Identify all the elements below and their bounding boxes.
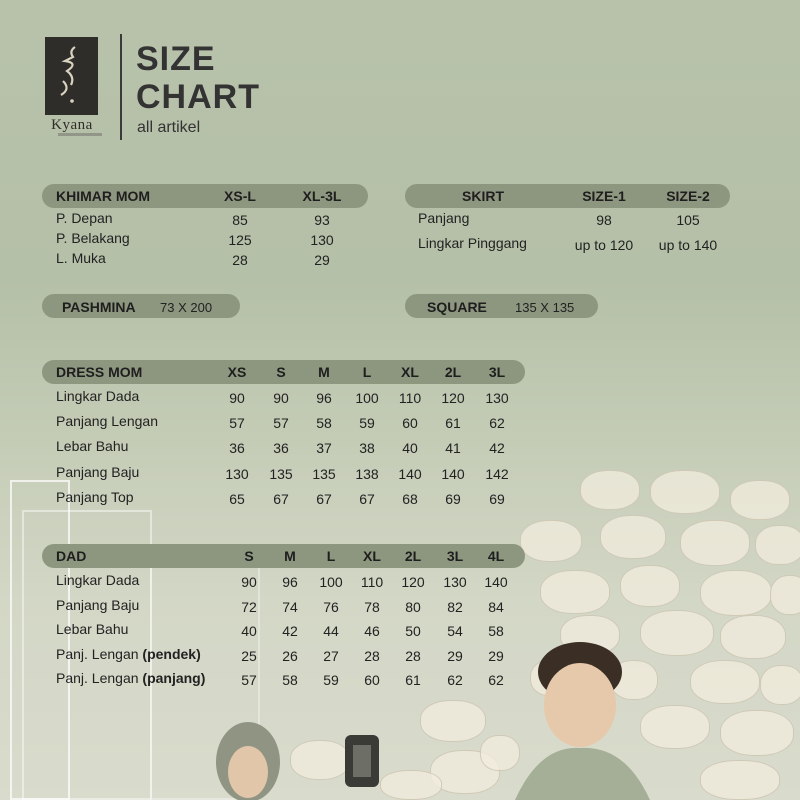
page-title-line2: CHART bbox=[136, 78, 260, 116]
khimar-cell: 125 bbox=[228, 232, 252, 248]
dad-cell: 82 bbox=[447, 599, 463, 615]
khimar-col-header: XS-L bbox=[224, 188, 256, 204]
dress-col-header: XS bbox=[227, 364, 247, 380]
stone bbox=[730, 480, 790, 520]
dress-row-label bbox=[56, 438, 128, 454]
dress-cell: 140 bbox=[441, 466, 465, 482]
skirt-cell: up to 120 bbox=[574, 237, 634, 253]
dress-cell: 37 bbox=[316, 440, 332, 456]
dress-cell: 67 bbox=[316, 491, 332, 507]
dress-row-label bbox=[56, 413, 158, 429]
dress-cell: 90 bbox=[273, 390, 289, 406]
skirt-col-header: SIZE-1 bbox=[582, 188, 626, 204]
dress-cell: 67 bbox=[359, 491, 375, 507]
dress-cell: 36 bbox=[273, 440, 289, 456]
dress-title: DRESS MOM bbox=[56, 364, 143, 380]
dress-cell: 58 bbox=[316, 415, 332, 431]
dad-cell: 96 bbox=[282, 574, 298, 590]
dad-row-label-text: Panj. Lengan bbox=[56, 670, 143, 686]
dad-cell: 25 bbox=[241, 648, 257, 664]
skirt-cell: 105 bbox=[676, 212, 700, 228]
stone bbox=[770, 575, 800, 615]
dress-cell: 142 bbox=[485, 466, 509, 482]
dad-cell: 120 bbox=[401, 574, 425, 590]
dad-cell: 62 bbox=[488, 672, 504, 688]
dress-row-label-text: Lebar Bahu bbox=[56, 438, 129, 454]
dress-cell: 62 bbox=[489, 415, 505, 431]
dress-cell: 42 bbox=[489, 440, 505, 456]
dad-row-label bbox=[56, 572, 139, 588]
dad-cell: 84 bbox=[488, 599, 504, 615]
dress-col-header: 2L bbox=[444, 364, 462, 380]
header-divider bbox=[120, 34, 122, 140]
stone bbox=[600, 515, 666, 559]
dress-cell: 135 bbox=[312, 466, 336, 482]
dress-row-label bbox=[56, 388, 139, 404]
stone bbox=[540, 570, 610, 614]
dress-cell: 57 bbox=[273, 415, 289, 431]
dad-col-header: 2L bbox=[404, 548, 422, 564]
stone bbox=[520, 520, 582, 562]
dad-cell: 57 bbox=[241, 672, 257, 688]
dad-row-label-text: Panj. Lengan bbox=[56, 646, 143, 662]
dress-cell: 100 bbox=[355, 390, 379, 406]
dad-col-header: XL bbox=[363, 548, 381, 564]
dress-cell: 69 bbox=[489, 491, 505, 507]
stone bbox=[755, 525, 800, 565]
stone bbox=[700, 570, 772, 616]
skirt-cell: up to 140 bbox=[658, 237, 718, 253]
dress-row-label-text: Lingkar Dada bbox=[56, 388, 140, 404]
dad-cell: 28 bbox=[405, 648, 421, 664]
dad-row-label-qualifier: (pendek) bbox=[142, 646, 201, 662]
dad-row-label bbox=[56, 670, 205, 686]
page-subtitle: all artikel bbox=[137, 119, 201, 136]
dad-cell: 61 bbox=[405, 672, 421, 688]
dress-cell: 67 bbox=[273, 491, 289, 507]
brand-logo bbox=[45, 37, 98, 115]
pashmina-title: PASHMINA bbox=[62, 299, 136, 315]
dad-cell: 28 bbox=[364, 648, 380, 664]
dad-cell: 74 bbox=[282, 599, 298, 615]
skirt-cell: 98 bbox=[596, 212, 612, 228]
dress-cell: 36 bbox=[229, 440, 245, 456]
stone bbox=[720, 710, 794, 756]
brand-tagline bbox=[58, 133, 102, 136]
dad-title: DAD bbox=[56, 548, 87, 564]
skirt-row-label: Panjang bbox=[418, 210, 470, 226]
dress-row-label bbox=[56, 464, 139, 480]
dad-cell: 58 bbox=[488, 623, 504, 639]
square-title: SQUARE bbox=[427, 299, 487, 315]
dress-cell: 120 bbox=[441, 390, 465, 406]
dad-col-header: 3L bbox=[446, 548, 464, 564]
dad-cell: 110 bbox=[360, 574, 384, 590]
dress-row-label-text: Panjang Lengan bbox=[56, 413, 158, 429]
dress-row-label-text: Panjang Baju bbox=[56, 464, 140, 480]
dress-cell: 90 bbox=[229, 390, 245, 406]
dad-row-label-text: Lebar Bahu bbox=[56, 621, 129, 637]
dad-cell: 58 bbox=[282, 672, 298, 688]
stone bbox=[530, 660, 570, 696]
dress-cell: 38 bbox=[359, 440, 375, 456]
dad-col-header: M bbox=[284, 548, 296, 564]
dress-cell: 140 bbox=[398, 466, 422, 482]
stone bbox=[560, 615, 620, 655]
dad-cell: 26 bbox=[282, 648, 298, 664]
dress-col-header: M bbox=[318, 364, 330, 380]
dad-col-header: L bbox=[326, 548, 336, 564]
dress-cell: 57 bbox=[229, 415, 245, 431]
dad-cell: 100 bbox=[319, 574, 343, 590]
stone bbox=[380, 770, 442, 800]
khimar-cell: 28 bbox=[232, 252, 248, 268]
stone bbox=[700, 760, 780, 800]
dad-col-header: 4L bbox=[487, 548, 505, 564]
dad-cell: 46 bbox=[364, 623, 380, 639]
khimar-col-header: XL-3L bbox=[302, 188, 342, 204]
khimar-title: KHIMAR MOM bbox=[56, 188, 151, 204]
dress-cell: 41 bbox=[445, 440, 461, 456]
dad-row-label-qualifier: (panjang) bbox=[142, 670, 206, 686]
dress-cell: 110 bbox=[398, 390, 422, 406]
khimar-cell: 29 bbox=[314, 252, 330, 268]
khimar-row-label: P. Depan bbox=[56, 210, 113, 226]
dress-col-header: 3L bbox=[488, 364, 506, 380]
dress-cell: 69 bbox=[445, 491, 461, 507]
dress-cell: 130 bbox=[485, 390, 509, 406]
dad-cell: 29 bbox=[488, 648, 504, 664]
skirt-row-label: Lingkar Pinggang bbox=[418, 235, 527, 251]
dad-cell: 78 bbox=[364, 599, 380, 615]
dad-cell: 59 bbox=[323, 672, 339, 688]
stone bbox=[430, 750, 500, 794]
dress-row-label-text: Panjang Top bbox=[56, 489, 134, 505]
stone bbox=[620, 565, 680, 607]
stone bbox=[640, 610, 714, 656]
dad-row-label bbox=[56, 621, 128, 637]
dress-cell: 59 bbox=[359, 415, 375, 431]
dad-cell: 140 bbox=[484, 574, 508, 590]
dress-cell: 135 bbox=[269, 466, 293, 482]
dress-cell: 96 bbox=[316, 390, 332, 406]
dress-cell: 138 bbox=[355, 466, 379, 482]
khimar-cell: 93 bbox=[314, 212, 330, 228]
stone bbox=[690, 660, 760, 704]
square-size: 135 X 135 bbox=[515, 300, 575, 315]
skirt-title: SKIRT bbox=[462, 188, 504, 204]
stone bbox=[680, 520, 750, 566]
dad-cell: 80 bbox=[405, 599, 421, 615]
khimar-row-label: L. Muka bbox=[56, 250, 106, 266]
dress-col-header: S bbox=[276, 364, 286, 380]
stone bbox=[640, 705, 710, 749]
dress-row-label bbox=[56, 489, 134, 505]
dad-cell: 90 bbox=[241, 574, 257, 590]
brand-name: Kyana bbox=[51, 117, 93, 133]
dad-cell: 44 bbox=[323, 623, 339, 639]
dad-row-label bbox=[56, 597, 139, 613]
dress-cell: 68 bbox=[402, 491, 418, 507]
pashmina-size: 73 X 200 bbox=[160, 300, 213, 315]
dress-cell: 130 bbox=[225, 466, 249, 482]
stone bbox=[580, 470, 640, 510]
dad-cell: 27 bbox=[323, 648, 339, 664]
dad-row-label-text: Lingkar Dada bbox=[56, 572, 140, 588]
dress-col-header: XL bbox=[401, 364, 419, 380]
dad-cell: 50 bbox=[405, 623, 421, 639]
dad-cell: 42 bbox=[282, 623, 298, 639]
page-title-line1: SIZE bbox=[136, 40, 216, 78]
dress-cell: 65 bbox=[229, 491, 245, 507]
dad-row-label bbox=[56, 646, 201, 662]
stone bbox=[720, 615, 786, 659]
dress-cell: 60 bbox=[402, 415, 418, 431]
dad-cell: 72 bbox=[241, 599, 257, 615]
skirt-col-header: SIZE-2 bbox=[666, 188, 710, 204]
stone bbox=[610, 660, 658, 700]
stone bbox=[290, 740, 350, 780]
khimar-cell: 85 bbox=[232, 212, 248, 228]
stone bbox=[420, 700, 486, 742]
dress-cell: 40 bbox=[402, 440, 418, 456]
khimar-cell: 130 bbox=[310, 232, 334, 248]
dad-cell: 130 bbox=[443, 574, 467, 590]
dad-cell: 60 bbox=[364, 672, 380, 688]
dress-col-header: L bbox=[362, 364, 372, 380]
stone bbox=[760, 665, 800, 705]
dad-cell: 62 bbox=[447, 672, 463, 688]
dad-cell: 76 bbox=[323, 599, 339, 615]
dad-cell: 29 bbox=[447, 648, 463, 664]
dad-cell: 40 bbox=[241, 623, 257, 639]
dad-cell: 54 bbox=[447, 623, 463, 639]
stone bbox=[480, 735, 520, 771]
dad-col-header: S bbox=[244, 548, 254, 564]
khimar-row-label: P. Belakang bbox=[56, 230, 130, 246]
dad-row-label-text: Panjang Baju bbox=[56, 597, 140, 613]
dress-cell: 61 bbox=[445, 415, 461, 431]
stone bbox=[650, 470, 720, 514]
